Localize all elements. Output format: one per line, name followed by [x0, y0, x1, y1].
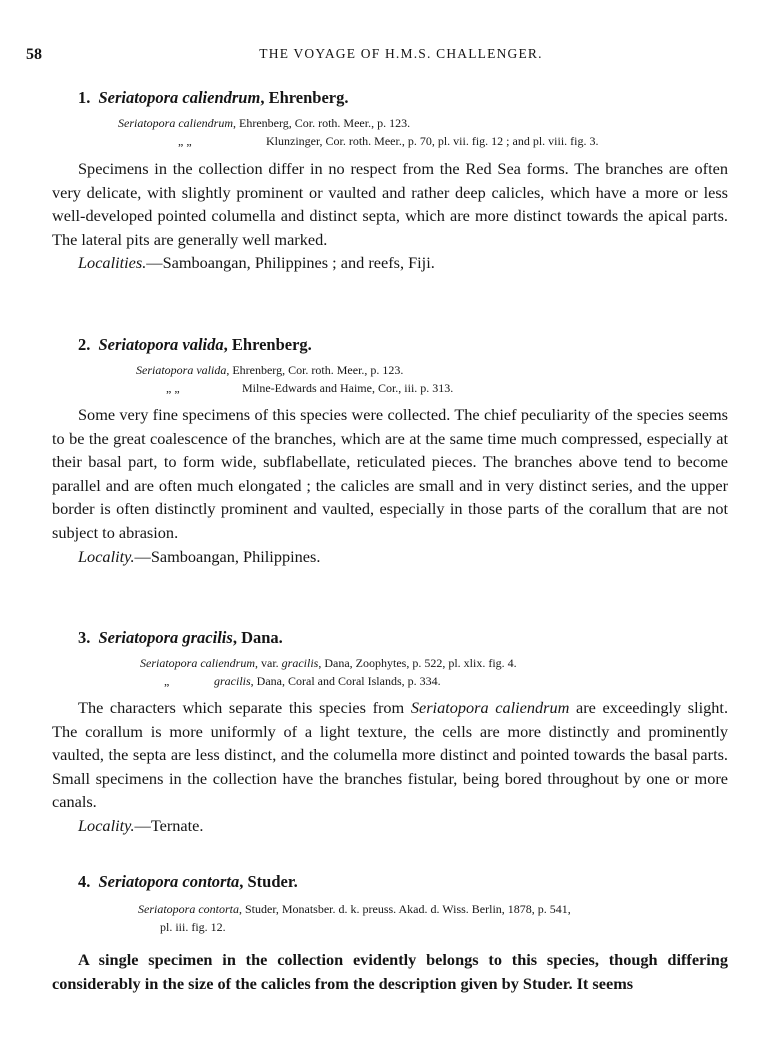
species-description: Some very fine specimens of this species were collected. The chief peculiarity of the species seems to be the great coalescence of the branches, which are at the same time much compressed, especially at their basal part, to form wide, subflabellate, reticulated pieces. The branches above tend to become parallel and are often much elongated ; the calicles are small and in very distinct series, and the upper border is often distinctly prominent and vaulted, especially in those parts of the corallum that are not subject to abrasion. [52, 405, 728, 542]
locality-line [52, 814, 728, 838]
species-heading [52, 872, 728, 892]
species-number: 4. [78, 872, 91, 891]
synonym-name: Seriatopora caliendrum [118, 116, 233, 130]
page-number: 58 [26, 46, 42, 63]
locality-label: Localities. [78, 253, 147, 273]
species-author: , Ehrenberg. [223, 335, 312, 354]
locality-line [52, 545, 728, 569]
species-entry-1 [52, 88, 728, 275]
synonym-name: Seriatopora caliendrum [140, 656, 255, 670]
synonym-reference: Klunzinger, Cor. roth. Meer., p. 70, pl. vii. fig. 12 ; and pl. viii. fig. 3. [266, 134, 599, 148]
species-name: Seriatopora gracilis [98, 628, 233, 647]
synonym-reference: , Ehrenberg, Cor. roth. Meer., p. 123. [226, 363, 404, 377]
species-number: 3. [78, 628, 91, 647]
species-entry-2 [52, 335, 728, 568]
synonymy-entry [140, 654, 728, 672]
synonymy-entry [118, 114, 728, 132]
description-text: The characters which separate this species from [78, 698, 411, 717]
locality-text: —Ternate. [134, 815, 204, 835]
species-heading [52, 628, 728, 648]
locality-label: Locality. [78, 815, 135, 835]
species-author: , Dana. [232, 628, 283, 647]
synonym-reference: , Dana, Zoophytes, p. 522, pl. xlix. fig. 4. [318, 656, 517, 670]
synonymy-entry [136, 379, 728, 397]
page-header [26, 46, 746, 68]
species-number: 2. [78, 335, 91, 354]
running-title: THE VOYAGE OF H.M.S. CHALLENGER. [259, 46, 543, 61]
species-entry-4 [52, 872, 728, 995]
synonymy-entry-continuation: pl. iii. fig. 12. [160, 920, 226, 934]
species-name: Seriatopora contorta [98, 872, 240, 891]
locality-label: Locality. [78, 546, 135, 566]
species-heading [52, 88, 728, 108]
locality-line [52, 251, 728, 275]
synonymy-list [52, 114, 728, 150]
synonym-reference: , Dana, Coral and Coral Islands, p. 334. [250, 674, 441, 688]
species-name: Seriatopora caliendrum [98, 88, 261, 107]
synonym-reference: Milne-Edwards and Haime, Cor., iii. p. 313. [242, 381, 454, 395]
species-heading [52, 335, 728, 355]
species-author: , Studer. [239, 872, 298, 891]
synonymy-entry [136, 361, 728, 379]
species-name: Seriatopora valida [98, 335, 224, 354]
synonymy-entry [140, 672, 728, 690]
synonym-reference: , Studer, Monatsber. d. k. preuss. Akad. d. Wiss. Berlin, 1878, p. 541, [239, 902, 571, 916]
ditto-marks: „ „ [166, 381, 180, 395]
synonym-name: Seriatopora contorta [138, 902, 239, 916]
species-number: 1. [78, 88, 91, 107]
ditto-marks: „ „ [178, 134, 192, 148]
synonym-name: Seriatopora valida [136, 363, 227, 377]
species-description: A single specimen in the collection evidently belongs to this species, though differing considerably in the size of the calicles from the description given by Studer. It seems [52, 950, 728, 993]
species-description: Specimens in the collection differ in no respect from the Red Sea forms. The branches are often very delicate, with slightly prominent or vaulted and rather deep calicles, which have a more or less well-developed pointed columella and distinct septa, which are more distinct towards the apical parts. The lateral pits are generally well marked. [52, 159, 728, 249]
locality-text: —Samboangan, Philippines. [134, 546, 321, 566]
synonymy-entry [138, 900, 728, 918]
species-entry-3 [52, 628, 728, 838]
synonym-variety: gracilis [281, 656, 319, 670]
description-text: are exceedingly slight. The corallum is more uniformly of a light texture, the cells are more distinctly and prominently vaulted, the septa are less distinct, and the columella more distinct and pointed towards the basal parts. Small specimens in the collection have the branches fistular, being bored throughout by one or more canals. [52, 698, 729, 812]
synonym-reference: , var. [255, 656, 282, 670]
synonymy-list [52, 654, 728, 690]
synonymy-list [52, 900, 728, 936]
locality-text: —Samboangan, Philippines ; and reefs, Fiji. [146, 253, 435, 273]
synonymy-entry [118, 132, 728, 150]
species-author: , Ehrenberg. [260, 88, 349, 107]
ditto-marks: „ [164, 674, 170, 688]
synonymy-list [52, 361, 728, 397]
species-description [52, 696, 728, 814]
synonym-name: gracilis [214, 674, 251, 688]
description-taxon: Seriatopora caliendrum [410, 698, 570, 717]
synonym-reference: , Ehrenberg, Cor. roth. Meer., p. 123. [233, 116, 411, 130]
